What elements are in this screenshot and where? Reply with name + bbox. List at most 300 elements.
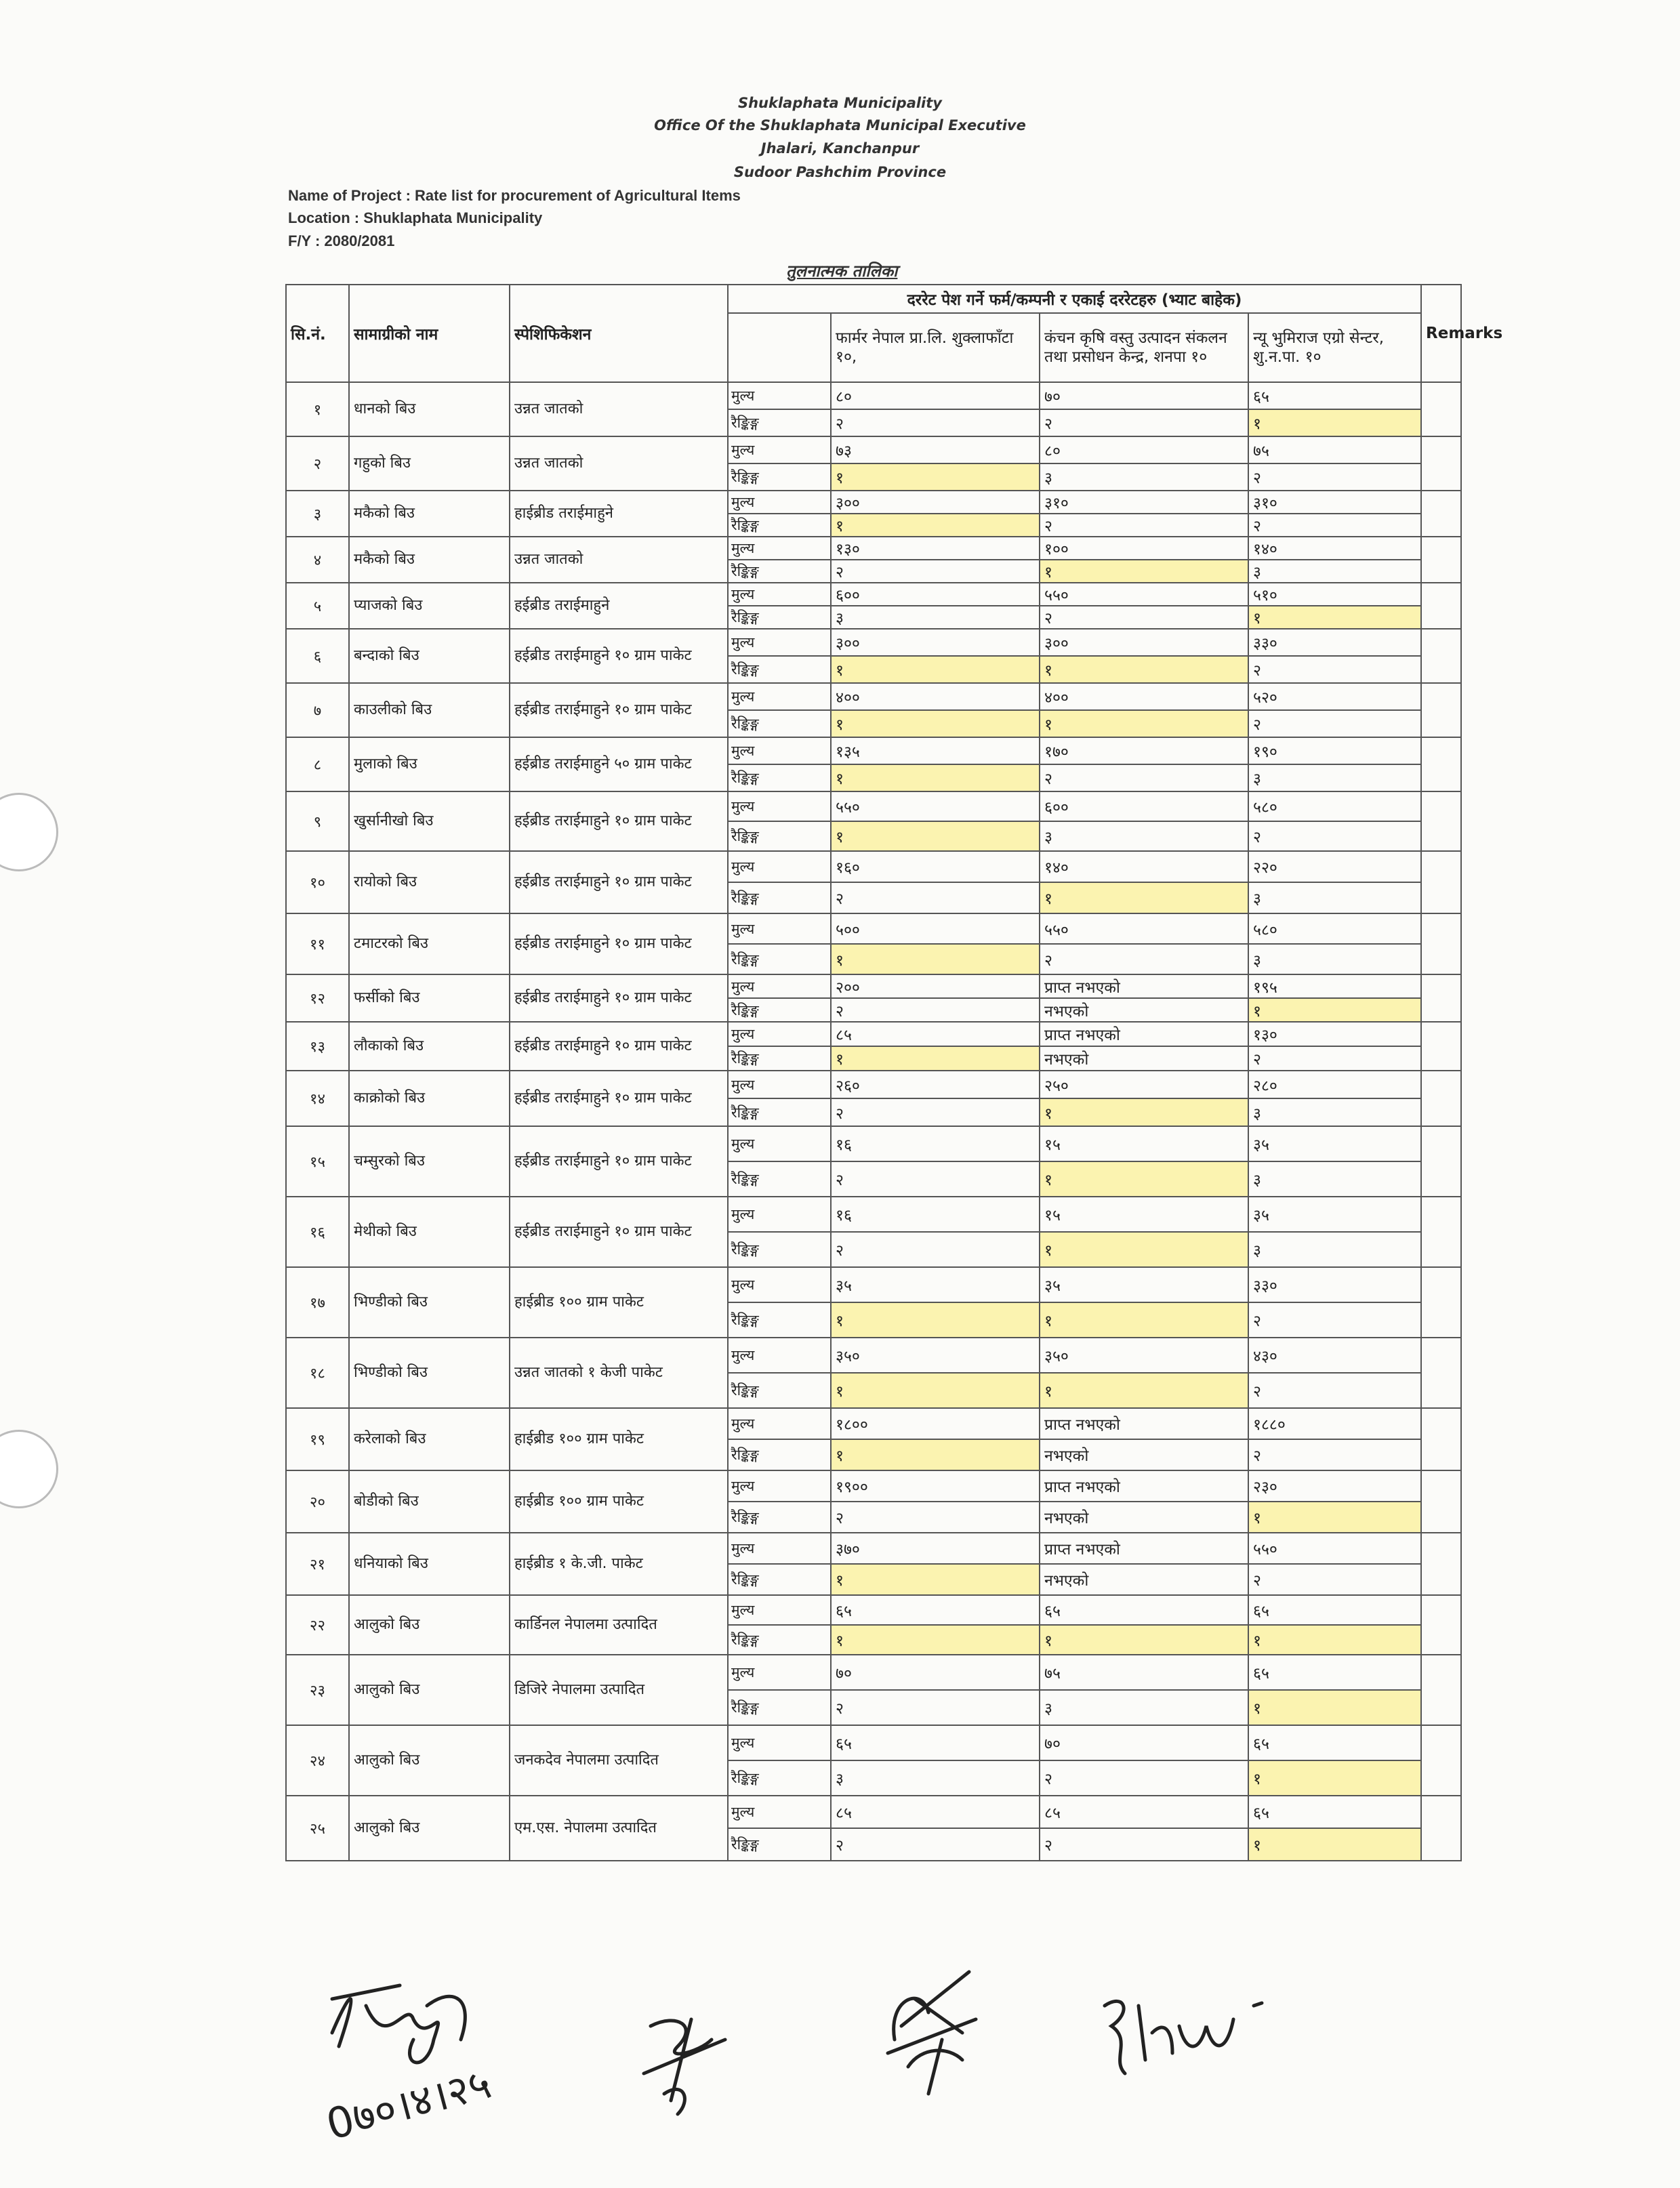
row-price-vendor-2: ७०: [1040, 382, 1248, 409]
row-price-vendor-2: ४००: [1040, 683, 1248, 710]
row-price-vendor-1: २६०: [831, 1071, 1040, 1098]
row-item-name: भिण्डीको बिउ: [349, 1267, 510, 1338]
table-row: [286, 737, 1461, 764]
row-price-vendor-3: ३५: [1248, 1197, 1421, 1232]
row-price-vendor-2: प्राप्त नभएको: [1040, 974, 1248, 998]
row-remarks: [1421, 1338, 1461, 1408]
row-rank-vendor-1: ३: [831, 606, 1040, 629]
row-serial: १९: [286, 1408, 349, 1470]
signature-4: [1084, 1979, 1288, 2094]
row-rank-vendor-2: १: [1040, 656, 1248, 683]
row-specification: हाईब्रीड १०० ग्राम पाकेट: [510, 1267, 728, 1338]
row-remarks: [1421, 974, 1461, 1022]
row-remarks: [1421, 913, 1461, 974]
table-row: [286, 629, 1461, 656]
row-item-name: भिण्डीको बिउ: [349, 1338, 510, 1408]
row-remarks: [1421, 1126, 1461, 1197]
row-serial: १: [286, 382, 349, 436]
row-rank-vendor-3: १: [1248, 1828, 1421, 1861]
row-rank-label: रैङ्किङ्ग: [728, 409, 831, 436]
row-rank-vendor-2: नभएको: [1040, 1439, 1248, 1470]
row-price-vendor-3: १३०: [1248, 1022, 1421, 1046]
row-price-vendor-2: १००: [1040, 537, 1248, 560]
row-price-label: मुल्य: [728, 1126, 831, 1161]
table-body: [286, 382, 1461, 1861]
row-price-vendor-1: ६५: [831, 1725, 1040, 1760]
row-serial: ९: [286, 791, 349, 851]
row-price-vendor-3: २३०: [1248, 1470, 1421, 1502]
row-price-vendor-1: ४००: [831, 683, 1040, 710]
row-specification: हईब्रीड तराईमाहुने: [510, 583, 728, 629]
row-price-label: मुल्य: [728, 737, 831, 764]
col-specification: स्पेशिफिकेशन: [510, 285, 728, 382]
row-rank-vendor-2: नभएको: [1040, 1502, 1248, 1533]
row-rank-vendor-3: १: [1248, 998, 1421, 1022]
row-item-name: करेलाको बिउ: [349, 1408, 510, 1470]
row-remarks: [1421, 1408, 1461, 1470]
row-remarks: [1421, 1595, 1461, 1655]
row-specification: हईब्रीड तराईमाहुने १० ग्राम पाकेट: [510, 629, 728, 683]
row-remarks: [1421, 491, 1461, 537]
row-serial: २५: [286, 1796, 349, 1861]
row-rank-vendor-3: २: [1248, 1439, 1421, 1470]
row-rank-vendor-3: १: [1248, 1690, 1421, 1725]
row-rank-vendor-2: नभएको: [1040, 1046, 1248, 1071]
row-rank-label: रैङ्किङ्ग: [728, 606, 831, 629]
row-rank-vendor-2: १: [1040, 1625, 1248, 1655]
row-serial: ६: [286, 629, 349, 683]
row-price-vendor-1: १६: [831, 1197, 1040, 1232]
row-price-vendor-3: ७५: [1248, 436, 1421, 463]
row-rank-vendor-2: १: [1040, 1302, 1248, 1338]
row-rank-label: रैङ्किङ्ग: [728, 764, 831, 791]
col-vendor-1: फार्मर नेपाल प्रा.लि. शुक्लाफाँटा १०,: [831, 313, 1040, 382]
row-rank-vendor-3: २: [1248, 1046, 1421, 1071]
row-rank-vendor-1: २: [831, 1098, 1040, 1126]
row-rank-vendor-3: ३: [1248, 1098, 1421, 1126]
row-price-vendor-1: १६०: [831, 851, 1040, 882]
row-rank-vendor-1: २: [831, 1828, 1040, 1861]
row-item-name: मकैको बिउ: [349, 491, 510, 537]
row-price-vendor-2: ७५: [1040, 1655, 1248, 1690]
row-price-vendor-3: २८०: [1248, 1071, 1421, 1098]
row-price-vendor-3: ४३०: [1248, 1338, 1421, 1373]
row-remarks: [1421, 583, 1461, 629]
row-rank-vendor-1: २: [831, 1232, 1040, 1267]
table-row: [286, 1267, 1461, 1302]
row-rank-vendor-2: नभएको: [1040, 1564, 1248, 1595]
row-price-vendor-3: ३५: [1248, 1126, 1421, 1161]
row-rank-vendor-1: १: [831, 463, 1040, 491]
row-rank-vendor-2: १: [1040, 1232, 1248, 1267]
row-price-vendor-1: ३७०: [831, 1533, 1040, 1564]
table-row: [286, 1470, 1461, 1502]
row-rank-label: रैङ्किङ्ग: [728, 1098, 831, 1126]
row-specification: हाईब्रीड तराईमाहुने: [510, 491, 728, 537]
table-row: [286, 791, 1461, 821]
table-row: [286, 1408, 1461, 1439]
table-row: [286, 1595, 1461, 1625]
row-rank-vendor-2: २: [1040, 1760, 1248, 1796]
col-remarks: Remarks: [1421, 285, 1461, 382]
row-serial: ७: [286, 683, 349, 737]
row-price-vendor-3: ५५०: [1248, 1533, 1421, 1564]
row-rank-label: रैङ्किङ्ग: [728, 1439, 831, 1470]
row-serial: २०: [286, 1470, 349, 1533]
row-serial: १८: [286, 1338, 349, 1408]
row-rank-vendor-3: १: [1248, 1502, 1421, 1533]
col-item-name: सामाग्रीको नाम: [349, 285, 510, 382]
row-price-label: मुल्य: [728, 1595, 831, 1625]
header-line-4: Sudoor Pashchim Province: [733, 164, 947, 180]
row-price-vendor-1: ६००: [831, 583, 1040, 606]
row-price-label: मुल्य: [728, 1071, 831, 1098]
row-price-vendor-2: ३५०: [1040, 1338, 1248, 1373]
row-rank-vendor-2: २: [1040, 514, 1248, 537]
row-rank-vendor-1: १: [831, 1302, 1040, 1338]
row-price-label: मुल्य: [728, 1655, 831, 1690]
row-remarks: [1421, 436, 1461, 491]
row-serial: १४: [286, 1071, 349, 1126]
row-price-vendor-1: १३५: [831, 737, 1040, 764]
row-item-name: मुलाको बिउ: [349, 737, 510, 791]
row-rank-vendor-2: १: [1040, 882, 1248, 913]
row-specification: एम.एस. नेपालमा उत्पादित: [510, 1796, 728, 1861]
punch-hole-bottom: [0, 1430, 58, 1508]
row-remarks: [1421, 791, 1461, 851]
row-rank-label: रैङ्किङ्ग: [728, 1373, 831, 1408]
row-price-vendor-1: ८५: [831, 1796, 1040, 1828]
row-rank-label: रैङ्किङ्ग: [728, 710, 831, 737]
row-price-label: मुल्य: [728, 436, 831, 463]
row-price-vendor-1: ७३: [831, 436, 1040, 463]
row-specification: हईब्रीड तराईमाहुने ५० ग्राम पाकेट: [510, 737, 728, 791]
row-rank-vendor-2: ३: [1040, 821, 1248, 851]
row-rank-vendor-1: १: [831, 1373, 1040, 1408]
row-serial: ४: [286, 537, 349, 583]
row-price-vendor-2: ६५: [1040, 1595, 1248, 1625]
row-serial: २: [286, 436, 349, 491]
row-rank-vendor-1: १: [831, 656, 1040, 683]
header-line-3: Jhalari, Kanchanpur: [760, 140, 920, 157]
row-price-vendor-3: १९०: [1248, 737, 1421, 764]
row-price-vendor-1: ३००: [831, 491, 1040, 514]
signature-3: [861, 1958, 996, 2114]
row-item-name: बोडीको बिउ: [349, 1470, 510, 1533]
row-price-label: मुल्य: [728, 791, 831, 821]
row-rank-vendor-2: १: [1040, 1098, 1248, 1126]
row-serial: १७: [286, 1267, 349, 1338]
row-serial: १३: [286, 1022, 349, 1071]
row-specification: हईब्रीड तराईमाहुने १० ग्राम पाकेट: [510, 1197, 728, 1267]
row-price-vendor-2: ६००: [1040, 791, 1248, 821]
row-rank-vendor-3: ३: [1248, 1232, 1421, 1267]
row-specification: उन्नत जातको: [510, 436, 728, 491]
row-serial: ५: [286, 583, 349, 629]
signature-2: [623, 1999, 745, 2128]
table-caption: तुलनात्मक तालिका: [786, 262, 898, 281]
row-remarks: [1421, 537, 1461, 583]
row-price-label: मुल्य: [728, 583, 831, 606]
row-specification: हाईब्रीड १०० ग्राम पाकेट: [510, 1470, 728, 1533]
row-price-vendor-1: ७०: [831, 1655, 1040, 1690]
row-rank-label: रैङ्किङ्ग: [728, 1690, 831, 1725]
row-price-vendor-3: ५८०: [1248, 913, 1421, 944]
row-rank-vendor-1: १: [831, 1046, 1040, 1071]
row-specification: हईब्रीड तराईमाहुने १० ग्राम पाकेट: [510, 1071, 728, 1126]
row-item-name: फर्सीको बिउ: [349, 974, 510, 1022]
fiscal-year: F/Y : 2080/2081: [288, 232, 395, 249]
row-rank-label: रैङ्किङ्ग: [728, 1502, 831, 1533]
row-price-vendor-3: १९५: [1248, 974, 1421, 998]
row-price-vendor-1: ५५०: [831, 791, 1040, 821]
row-price-label: मुल्य: [728, 491, 831, 514]
row-price-vendor-3: ३३०: [1248, 629, 1421, 656]
row-item-name: काक्रोको बिउ: [349, 1071, 510, 1126]
row-serial: १०: [286, 851, 349, 913]
row-price-vendor-2: १५: [1040, 1197, 1248, 1232]
row-item-name: टमाटरको बिउ: [349, 913, 510, 974]
row-item-name: आलुको बिउ: [349, 1595, 510, 1655]
row-price-vendor-1: २००: [831, 974, 1040, 998]
table-row: [286, 1655, 1461, 1690]
row-price-label: मुल्य: [728, 1408, 831, 1439]
row-item-name: चम्सुरको बिउ: [349, 1126, 510, 1197]
table-row: [286, 537, 1461, 560]
row-specification: हईब्रीड तराईमाहुने १० ग्राम पाकेट: [510, 974, 728, 1022]
row-specification: हईब्रीड तराईमाहुने १० ग्राम पाकेट: [510, 851, 728, 913]
signature-1: [298, 1958, 529, 2155]
row-item-name: गहुको बिउ: [349, 436, 510, 491]
row-price-vendor-1: ८५: [831, 1022, 1040, 1046]
row-rank-label: रैङ्किङ्ग: [728, 1760, 831, 1796]
row-rank-vendor-1: १: [831, 514, 1040, 537]
row-serial: ८: [286, 737, 349, 791]
row-rank-vendor-2: १: [1040, 710, 1248, 737]
row-specification: हईब्रीड तराईमाहुने १० ग्राम पाकेट: [510, 1022, 728, 1071]
table-row: [286, 1796, 1461, 1828]
row-rank-vendor-1: २: [831, 409, 1040, 436]
row-rank-vendor-3: २: [1248, 1564, 1421, 1595]
row-item-name: लौकाको बिउ: [349, 1022, 510, 1071]
row-price-vendor-3: ६५: [1248, 382, 1421, 409]
row-price-vendor-2: प्राप्त नभएको: [1040, 1408, 1248, 1439]
row-price-vendor-3: ६५: [1248, 1595, 1421, 1625]
row-rank-label: रैङ्किङ्ग: [728, 656, 831, 683]
rate-comparison-table: [285, 284, 1503, 1861]
row-item-name: खुर्सानीखो बिउ: [349, 791, 510, 851]
row-specification: जनकदेव नेपालमा उत्पादित: [510, 1725, 728, 1796]
row-price-label: मुल्य: [728, 851, 831, 882]
col-sn: सि.नं.: [286, 285, 349, 382]
row-remarks: [1421, 1655, 1461, 1725]
row-price-vendor-2: ८५: [1040, 1796, 1248, 1828]
row-remarks: [1421, 1267, 1461, 1338]
row-specification: हाईब्रीड १०० ग्राम पाकेट: [510, 1408, 728, 1470]
row-remarks: [1421, 1197, 1461, 1267]
row-price-vendor-2: १५: [1040, 1126, 1248, 1161]
row-price-label: मुल्य: [728, 537, 831, 560]
signature-date: 0७०।४।२५: [321, 2058, 497, 2150]
row-rank-vendor-3: १: [1248, 606, 1421, 629]
row-price-vendor-1: १९००: [831, 1470, 1040, 1502]
row-remarks: [1421, 1022, 1461, 1071]
project-location: Location : Shuklaphata Municipality: [288, 209, 543, 226]
row-price-vendor-2: २५०: [1040, 1071, 1248, 1098]
row-item-name: आलुको बिउ: [349, 1725, 510, 1796]
row-serial: १६: [286, 1197, 349, 1267]
col-vendor-3: न्यू भुमिराज एग्रो सेन्टर, शु.न.पा. १०: [1248, 313, 1421, 382]
row-price-vendor-1: ८०: [831, 382, 1040, 409]
row-rank-label: रैङ्किङ्ग: [728, 1161, 831, 1197]
row-price-vendor-2: ८०: [1040, 436, 1248, 463]
row-rank-vendor-3: १: [1248, 1760, 1421, 1796]
row-item-name: मेथीको बिउ: [349, 1197, 510, 1267]
table-row: [286, 683, 1461, 710]
row-rank-vendor-3: २: [1248, 463, 1421, 491]
row-price-vendor-1: १६: [831, 1126, 1040, 1161]
row-item-name: आलुको बिउ: [349, 1655, 510, 1725]
row-serial: १५: [286, 1126, 349, 1197]
header-line-2: Office Of the Shuklaphata Municipal Executive: [654, 117, 1026, 133]
row-rank-vendor-3: २: [1248, 821, 1421, 851]
row-price-vendor-3: ६५: [1248, 1725, 1421, 1760]
table-row: [286, 851, 1461, 882]
row-price-vendor-3: ३१०: [1248, 491, 1421, 514]
row-price-label: मुल्य: [728, 1796, 831, 1828]
row-remarks: [1421, 737, 1461, 791]
row-price-vendor-3: ५१०: [1248, 583, 1421, 606]
row-price-vendor-3: ५८०: [1248, 791, 1421, 821]
row-rank-vendor-2: नभएको: [1040, 998, 1248, 1022]
row-specification: हाईब्रीड १ के.जी. पाकेट: [510, 1533, 728, 1595]
table-row: [286, 583, 1461, 606]
row-item-name: रायोको बिउ: [349, 851, 510, 913]
row-rank-vendor-2: १: [1040, 560, 1248, 583]
row-rank-vendor-1: ३: [831, 1760, 1040, 1796]
row-rank-vendor-1: १: [831, 764, 1040, 791]
row-item-name: धनियाको बिउ: [349, 1533, 510, 1595]
row-price-label: मुल्य: [728, 1725, 831, 1760]
row-specification: कार्डिनल नेपालमा उत्पादित: [510, 1595, 728, 1655]
row-remarks: [1421, 1071, 1461, 1126]
row-remarks: [1421, 1725, 1461, 1796]
row-item-name: प्याजको बिउ: [349, 583, 510, 629]
row-rank-vendor-1: २: [831, 560, 1040, 583]
row-price-vendor-1: ३००: [831, 629, 1040, 656]
row-remarks: [1421, 851, 1461, 913]
row-price-vendor-1: ३५: [831, 1267, 1040, 1302]
row-item-name: काउलीको बिउ: [349, 683, 510, 737]
row-price-vendor-3: १४०: [1248, 537, 1421, 560]
row-rank-label: रैङ्किङ्ग: [728, 514, 831, 537]
row-rank-label: रैङ्किङ्ग: [728, 1828, 831, 1861]
row-remarks: [1421, 382, 1461, 436]
row-price-vendor-2: ३००: [1040, 629, 1248, 656]
row-rank-label: रैङ्किङ्ग: [728, 882, 831, 913]
table-row: [286, 382, 1461, 409]
table-row: [286, 913, 1461, 944]
row-specification: उन्नत जातको: [510, 382, 728, 436]
row-rank-vendor-2: २: [1040, 409, 1248, 436]
row-serial: २१: [286, 1533, 349, 1595]
row-serial: २३: [286, 1655, 349, 1725]
row-rank-vendor-2: ३: [1040, 1690, 1248, 1725]
row-rank-vendor-2: ३: [1040, 463, 1248, 491]
row-price-vendor-1: ५००: [831, 913, 1040, 944]
row-serial: २२: [286, 1595, 349, 1655]
row-rank-vendor-1: २: [831, 1502, 1040, 1533]
row-price-label: मुल्य: [728, 1197, 831, 1232]
row-specification: हईब्रीड तराईमाहुने १० ग्राम पाकेट: [510, 1126, 728, 1197]
row-specification: हईब्रीड तराईमाहुने १० ग्राम पाकेट: [510, 791, 728, 851]
row-rank-label: रैङ्किङ्ग: [728, 821, 831, 851]
row-item-name: धानको बिउ: [349, 382, 510, 436]
punch-hole-top: [0, 793, 58, 871]
row-rank-label: रैङ्किङ्ग: [728, 944, 831, 974]
row-price-vendor-2: ५५०: [1040, 583, 1248, 606]
row-rank-vendor-1: १: [831, 1564, 1040, 1595]
row-rank-vendor-3: ३: [1248, 764, 1421, 791]
row-rank-vendor-2: २: [1040, 944, 1248, 974]
table-row: [286, 1022, 1461, 1046]
row-rank-vendor-2: २: [1040, 764, 1248, 791]
row-rank-vendor-3: ३: [1248, 1161, 1421, 1197]
table-row: [286, 1725, 1461, 1760]
row-serial: १२: [286, 974, 349, 1022]
row-serial: २४: [286, 1725, 349, 1796]
row-price-vendor-2: ७०: [1040, 1725, 1248, 1760]
row-item-name: बन्दाको बिउ: [349, 629, 510, 683]
row-rank-vendor-3: ३: [1248, 882, 1421, 913]
table-row: [286, 1197, 1461, 1232]
row-rank-label: रैङ्किङ्ग: [728, 1564, 831, 1595]
row-rank-vendor-1: २: [831, 882, 1040, 913]
row-rank-label: रैङ्किङ्ग: [728, 1232, 831, 1267]
row-price-vendor-1: १३०: [831, 537, 1040, 560]
row-rank-label: रैङ्किङ्ग: [728, 998, 831, 1022]
row-price-vendor-3: २२०: [1248, 851, 1421, 882]
row-remarks: [1421, 629, 1461, 683]
row-rank-label: रैङ्किङ्ग: [728, 463, 831, 491]
row-rank-label: रैङ्किङ्ग: [728, 560, 831, 583]
row-rank-vendor-3: ३: [1248, 560, 1421, 583]
row-rank-vendor-1: २: [831, 998, 1040, 1022]
row-rank-vendor-1: १: [831, 821, 1040, 851]
row-price-vendor-2: प्राप्त नभएको: [1040, 1022, 1248, 1046]
row-rank-vendor-1: १: [831, 1439, 1040, 1470]
row-price-label: मुल्य: [728, 629, 831, 656]
row-rank-vendor-1: १: [831, 1625, 1040, 1655]
row-price-vendor-3: ६५: [1248, 1796, 1421, 1828]
row-remarks: [1421, 683, 1461, 737]
row-specification: उन्नत जातको: [510, 537, 728, 583]
row-price-label: मुल्य: [728, 382, 831, 409]
row-remarks: [1421, 1533, 1461, 1595]
signature-area: [0, 1958, 1680, 2182]
col-vendor-group: दररेट पेश गर्ने फर्म/कम्पनी र एकाई दररेटहरु (भ्याट बाहेक): [728, 285, 1421, 313]
row-price-vendor-3: ६५: [1248, 1655, 1421, 1690]
row-price-vendor-2: प्राप्त नभएको: [1040, 1533, 1248, 1564]
row-price-label: मुल्य: [728, 913, 831, 944]
row-price-vendor-1: ३५०: [831, 1338, 1040, 1373]
col-label-blank: [728, 313, 831, 382]
row-serial: ३: [286, 491, 349, 537]
row-specification: उन्नत जातको १ केजी पाकेट: [510, 1338, 728, 1408]
table-row: [286, 1071, 1461, 1098]
table-row: [286, 1533, 1461, 1564]
row-rank-vendor-3: १: [1248, 1625, 1421, 1655]
